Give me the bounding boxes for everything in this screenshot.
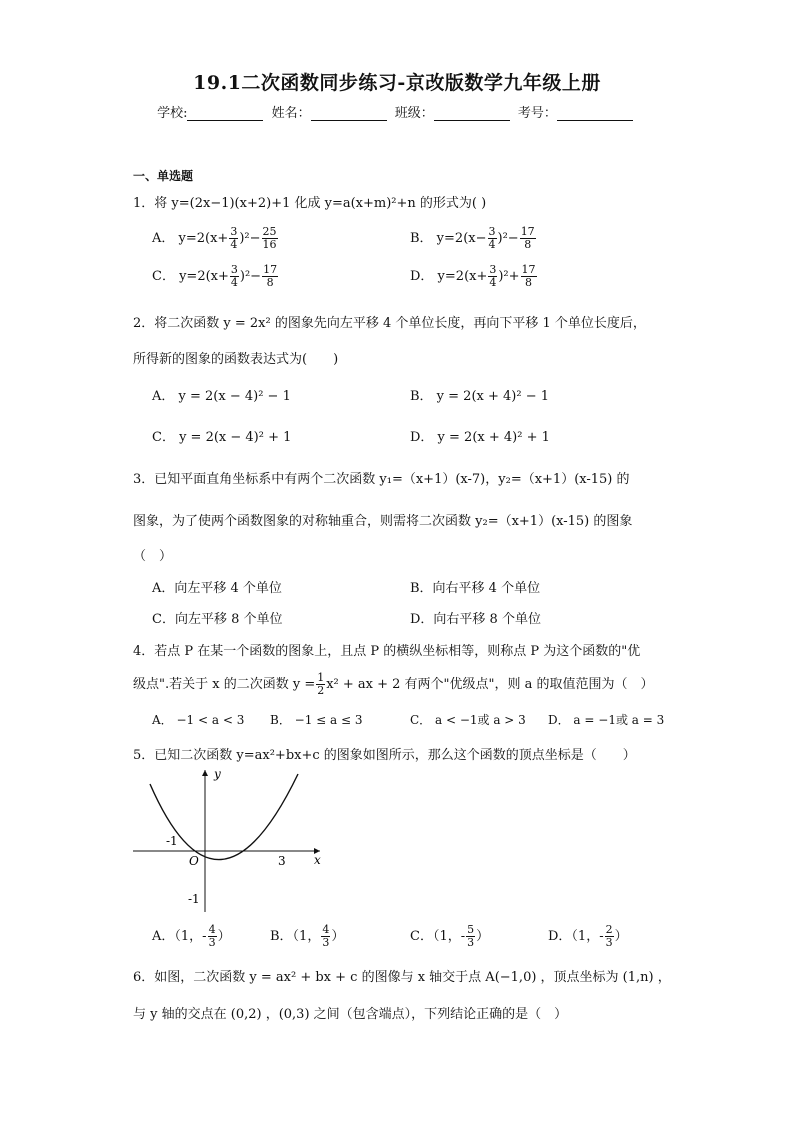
q5-d-den: 3 xyxy=(605,936,613,949)
q1-b-text: B． y=2(x− xyxy=(410,231,487,246)
q1-d-mid: )²+ xyxy=(498,269,520,284)
question-6-stem-line2: 与 y 轴的交点在 (0,2) ，(0,3) 之间（包含端点），下列结论正确的是（ ） xyxy=(133,1007,568,1022)
q2-option-b[interactable]: B． y = 2(x + 4)² − 1 xyxy=(410,389,550,404)
q1-c-num2: 17 xyxy=(263,263,278,276)
question-1-stem: 1．将 y=(2x−1)(x+2)+1 化成 y=a(x+m)²+n 的形式为( ) xyxy=(133,196,487,211)
q4-option-a[interactable]: A． −1 < a < 3 xyxy=(152,713,245,727)
q1-d-text: D． y=2(x+ xyxy=(410,269,488,284)
q1-a-num2: 25 xyxy=(262,225,277,238)
q4-stem2-pre: 级点".若关于 x 的二次函数 y = xyxy=(133,677,316,692)
q5-b-den: 3 xyxy=(322,936,330,949)
q1-d-num2: 17 xyxy=(521,263,536,276)
q3-option-a[interactable]: A．向左平移 4 个单位 xyxy=(152,581,282,596)
left-root-label: -1 xyxy=(166,834,178,848)
q1-c-frac1 xyxy=(230,264,239,289)
name-label: 姓名： xyxy=(271,106,311,121)
q5-a-den: 3 xyxy=(208,936,216,949)
q5-a-num: 4 xyxy=(208,923,216,936)
q5-a-text: A．（1，- xyxy=(152,929,207,944)
right-root-label: 3 xyxy=(278,854,286,868)
name-blank[interactable] xyxy=(311,107,387,121)
class-label: 班级： xyxy=(394,106,434,121)
question-4-stem-line2 xyxy=(133,672,654,697)
q4-stem2-post: x² + ax + 2 有两个"优级点"，则 a 的取值范围为（ ） xyxy=(326,677,654,692)
q5-b-frac xyxy=(321,924,330,949)
y-axis-label: y xyxy=(214,767,221,781)
q1-c-den1: 4 xyxy=(230,276,238,289)
q1-b-den1: 4 xyxy=(488,238,496,251)
q1-d-frac2 xyxy=(521,264,537,289)
q1-d-num1: 3 xyxy=(489,263,497,276)
q4-option-d[interactable]: D． a = −1或 a = 3 xyxy=(548,713,665,727)
q4-half-den: 2 xyxy=(317,684,325,697)
question-3-stem-line3: （ ） xyxy=(133,549,173,564)
q5-c-num: 5 xyxy=(467,923,475,936)
q5-option-b[interactable] xyxy=(270,924,344,949)
q1-b-num1: 3 xyxy=(488,225,496,238)
q4-option-c[interactable]: C． a < −1或 a > 3 xyxy=(410,713,526,727)
q1-a-frac1 xyxy=(229,226,238,251)
q2-option-a[interactable]: A． y = 2(x − 4)² − 1 xyxy=(152,389,291,404)
q5-b-text: B．（1， xyxy=(270,929,321,944)
y-intercept-label: -1 xyxy=(188,892,200,906)
q1-c-frac2 xyxy=(262,264,278,289)
q4-option-b[interactable]: B． −1 ≤ a ≤ 3 xyxy=(270,713,363,727)
q5-option-a[interactable] xyxy=(152,924,231,949)
q1-a-den1: 4 xyxy=(230,238,238,251)
question-3-stem-line1: 3．已知平面直角坐标系中有两个二次函数 y₁=（x+1）(x-7)，y₂=（x+1）(x-15) 的 xyxy=(133,472,630,487)
q5-d-close: ） xyxy=(614,929,628,944)
q1-c-mid: )²− xyxy=(239,269,262,284)
q5-c-frac xyxy=(466,924,475,949)
q1-a-num1: 3 xyxy=(230,225,238,238)
q1-c-num1: 3 xyxy=(230,263,238,276)
q1-option-b[interactable] xyxy=(410,226,537,251)
q5-c-close: ） xyxy=(476,929,490,944)
class-blank[interactable] xyxy=(434,107,510,121)
x-axis-label: x xyxy=(314,853,321,867)
q1-a-mid: )²− xyxy=(239,231,261,246)
q1-b-num2: 17 xyxy=(520,225,535,238)
q1-b-mid: )²− xyxy=(497,231,519,246)
exam-no-label: 考号： xyxy=(517,106,557,121)
q1-c-den2: 8 xyxy=(266,276,274,289)
exam-no-blank[interactable] xyxy=(557,107,633,121)
page-title: 19.1二次函数同步练习-京改版数学九年级上册 xyxy=(193,72,601,94)
question-2-stem-line1: 2．将二次函数 y = 2x² 的图象先向左平移 4 个单位长度，再向下平移 1 个单位长度后， xyxy=(133,316,646,331)
q1-c-text: C． y=2(x+ xyxy=(152,269,229,284)
q1-b-frac2 xyxy=(520,226,536,251)
q1-d-frac1 xyxy=(488,264,497,289)
q1-d-den1: 4 xyxy=(489,276,497,289)
q5-b-num: 4 xyxy=(322,923,330,936)
origin-label: O xyxy=(189,854,199,868)
q5-d-text: D．（1，- xyxy=(548,929,604,944)
q1-a-frac2 xyxy=(262,226,278,251)
question-3-stem-line2: 图象，为了使两个函数图象的对称轴重合，则需将二次函数 y₂=（x+1）(x-15) 的图象 xyxy=(133,514,633,529)
q5-a-frac xyxy=(208,924,217,949)
q3-option-c[interactable]: C．向左平移 8 个单位 xyxy=(152,612,283,627)
q1-a-text: A． y=2(x+ xyxy=(152,231,229,246)
q5-option-c[interactable] xyxy=(410,924,489,949)
q5-d-num: 2 xyxy=(605,923,613,936)
q1-a-den2: 16 xyxy=(262,238,277,251)
q3-option-d[interactable]: D．向右平移 8 个单位 xyxy=(410,612,541,627)
q5-c-text: C．（1，- xyxy=(410,929,466,944)
question-4-stem-line1: 4．若点 P 在某一个函数的图象上，且点 P 的横纵坐标相等，则称点 P 为这个函数的"优 xyxy=(133,644,641,659)
question-5-stem: 5．已知二次函数 y=ax²+bx+c 的图象如图所示，那么这个函数的顶点坐标是（ ） xyxy=(133,748,636,763)
q3-option-b[interactable]: B．向右平移 4 个单位 xyxy=(410,581,541,596)
q1-option-c[interactable] xyxy=(152,264,279,289)
q1-d-den2: 8 xyxy=(525,276,533,289)
q1-b-den2: 8 xyxy=(524,238,532,251)
q5-option-d[interactable] xyxy=(548,924,628,949)
section-heading: 一、单选题 xyxy=(133,169,194,183)
q4-half-frac xyxy=(316,672,325,697)
student-info-line xyxy=(0,102,794,121)
q5-a-close: ） xyxy=(217,929,231,944)
q4-half-num: 1 xyxy=(317,671,325,684)
q2-option-c[interactable]: C． y = 2(x − 4)² + 1 xyxy=(152,430,292,445)
parabola-graph xyxy=(128,764,328,914)
q2-option-d[interactable]: D． y = 2(x + 4)² + 1 xyxy=(410,430,550,445)
q5-b-close: ） xyxy=(331,929,345,944)
school-blank[interactable] xyxy=(187,107,263,121)
question-6-stem-line1: 6．如图，二次函数 y = ax² + bx + c 的图像与 x 轴交于点 A(−1,0) ，顶点坐标为 (1,n) ， xyxy=(133,970,671,985)
question-2-stem-line2: 所得新的图象的函数表达式为( ) xyxy=(133,352,339,367)
school-label: 学校: xyxy=(157,106,188,121)
q5-d-frac xyxy=(605,924,614,949)
q5-c-den: 3 xyxy=(467,936,475,949)
q1-b-frac1 xyxy=(488,226,497,251)
q1-option-a[interactable] xyxy=(152,226,279,251)
q1-option-d[interactable] xyxy=(410,264,538,289)
